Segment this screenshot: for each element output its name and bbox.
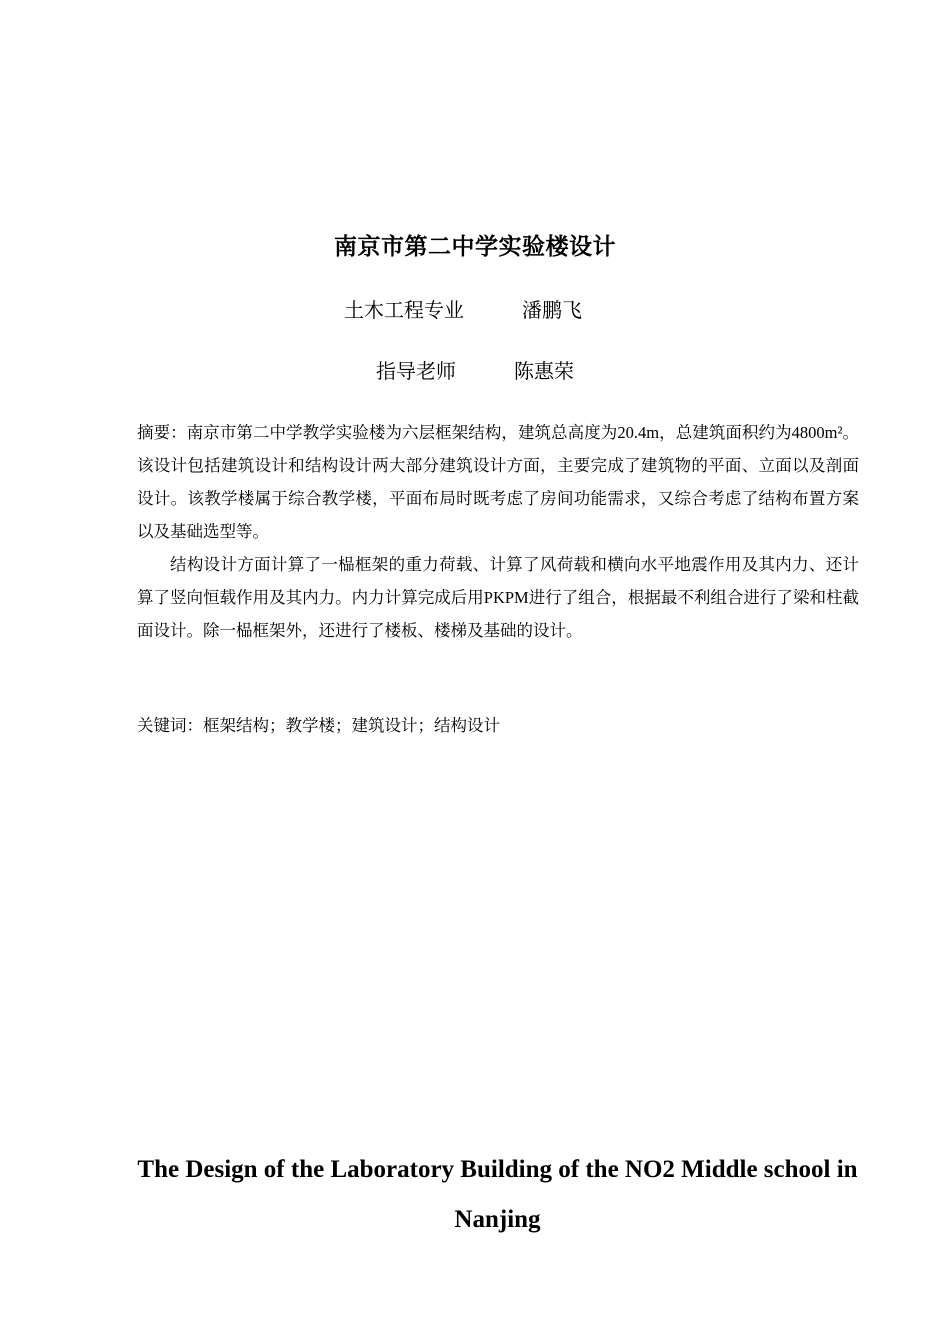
student-name: 潘鹏飞 xyxy=(522,298,582,322)
abstract xyxy=(137,416,859,647)
author-line xyxy=(0,296,938,324)
abstract-paragraph-1: 摘要：南京市第二中学教学实验楼为六层框架结构，建筑总高度为20.4m，总建筑面积约为4800m²。该设计包括建筑设计和结构设计两大部分建筑设计方面，主要完成了建筑物的平面、立面以及剖面设计。该教学楼属于综合教学楼，平面布局时既考虑了房间功能需求，又综合考虑了结构布置方案以及基础选型等。 xyxy=(137,423,859,541)
chinese-title: 南京市第二中学实验楼设计 xyxy=(334,234,616,260)
english-title: The Design of the Laboratory Building of the NO2 Middle school in Nanjing xyxy=(137,1156,858,1233)
advisor-label: 指导老师 xyxy=(376,359,456,383)
advisor-line xyxy=(0,357,950,385)
advisor-name: 陈惠荣 xyxy=(514,359,574,383)
abstract-paragraph-2: 结构设计方面计算了一榀框架的重力荷载、计算了风荷载和横向水平地震作用及其内力、还计算了竖向恒载作用及其内力。内力计算完成后用PKPM进行了组合，根据最不利组合进行了梁和柱截面设计。除一榀框架外，还进行了楼板、楼梯及基础的设计。 xyxy=(137,555,859,640)
keywords: 关键词：框架结构；教学楼；建筑设计；结构设计 xyxy=(137,716,500,735)
major-label: 土木工程专业 xyxy=(344,298,464,322)
